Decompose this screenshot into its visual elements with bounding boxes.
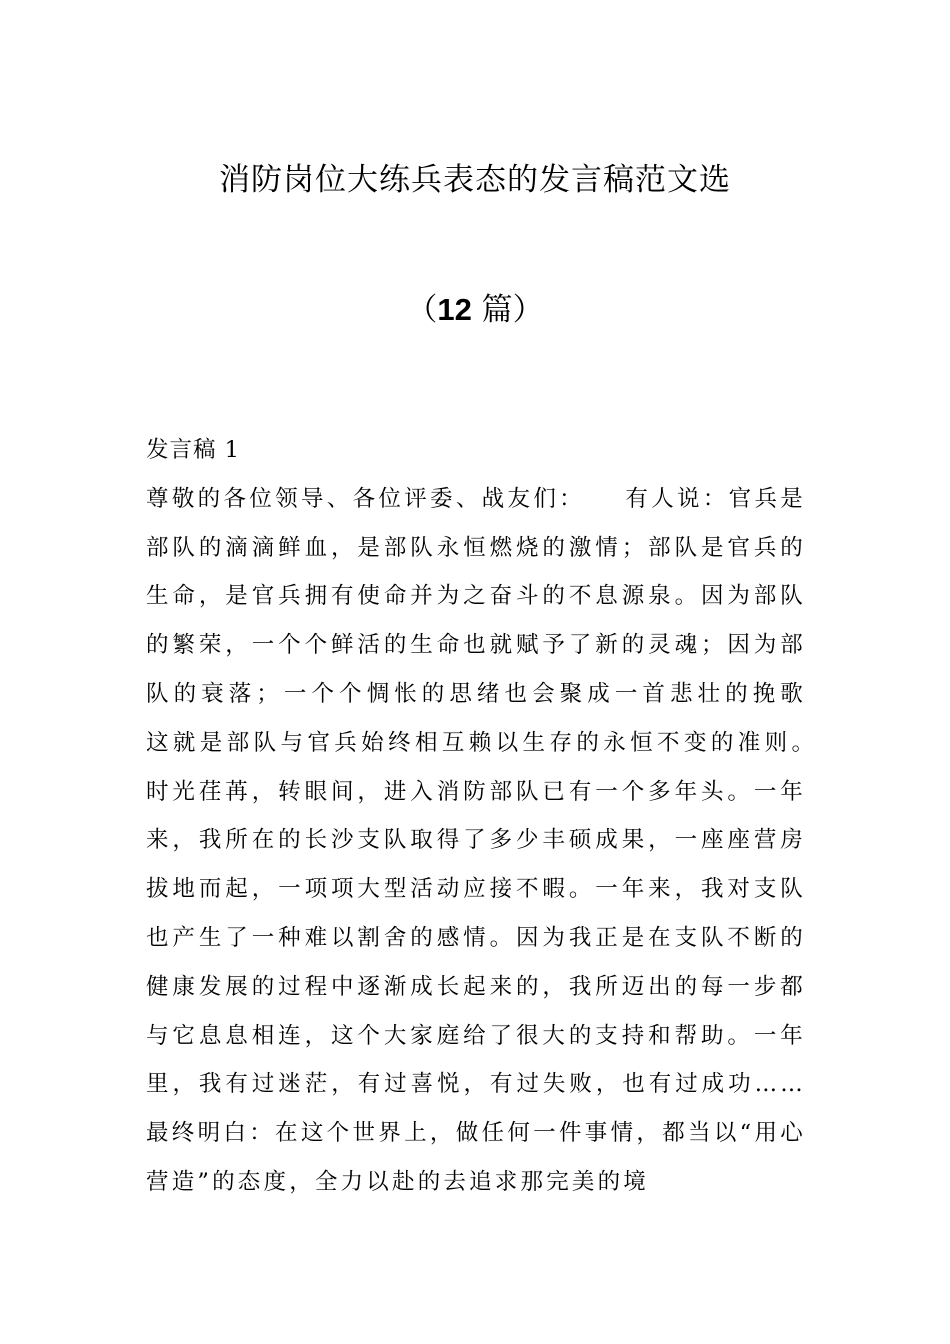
section-heading: 发言稿 1	[146, 437, 240, 463]
document-title: 消防岗位大练兵表态的发言稿范文选	[219, 162, 731, 198]
subtitle-rest: 篇）	[471, 292, 544, 328]
document-subtitle	[0, 288, 950, 332]
body-paragraph: 尊敬的各位领导、各位评委、战友们： 有人说：官兵是部队的滴滴鲜血，是部队永恒燃烧的激情；部队是官兵的生命，是官兵拥有使命并为之奋斗的不息源泉。因为部队的繁荣，一个个鲜活的生命也就赋予了新的灵魂；因为部队的衰落；一个个惆怅的思绪也会聚成一首悲壮的挽歌 这就是部队与官兵始终相互赖以生存的永恒不变的准则。 时光荏苒，转眼间，进入消防部队已有一个多年头。一年来，我所在的长沙支队取得了多少丰硕成果，一座座营房拔地而起，一项项大型活动应接不暇。一年来，我对支队也产生了一种难以割舍的感情。因为我正是在支队不断的健康发展的过程中逐渐成长起来的，我所迈出的每一步都与它息息相连，这个大家庭给了很大的支持和帮助。一年里，我有过迷茫，有过喜悦，有过失败，也有过成功……最终明白：在这个世界上，做任何一件事情，都当以“用心营造”的态度，全力以赴的去追求那完美的境	[146, 485, 858, 1195]
document-body	[146, 426, 858, 1207]
subtitle-open-paren: （	[406, 292, 438, 328]
subtitle-count: 12	[437, 292, 472, 327]
